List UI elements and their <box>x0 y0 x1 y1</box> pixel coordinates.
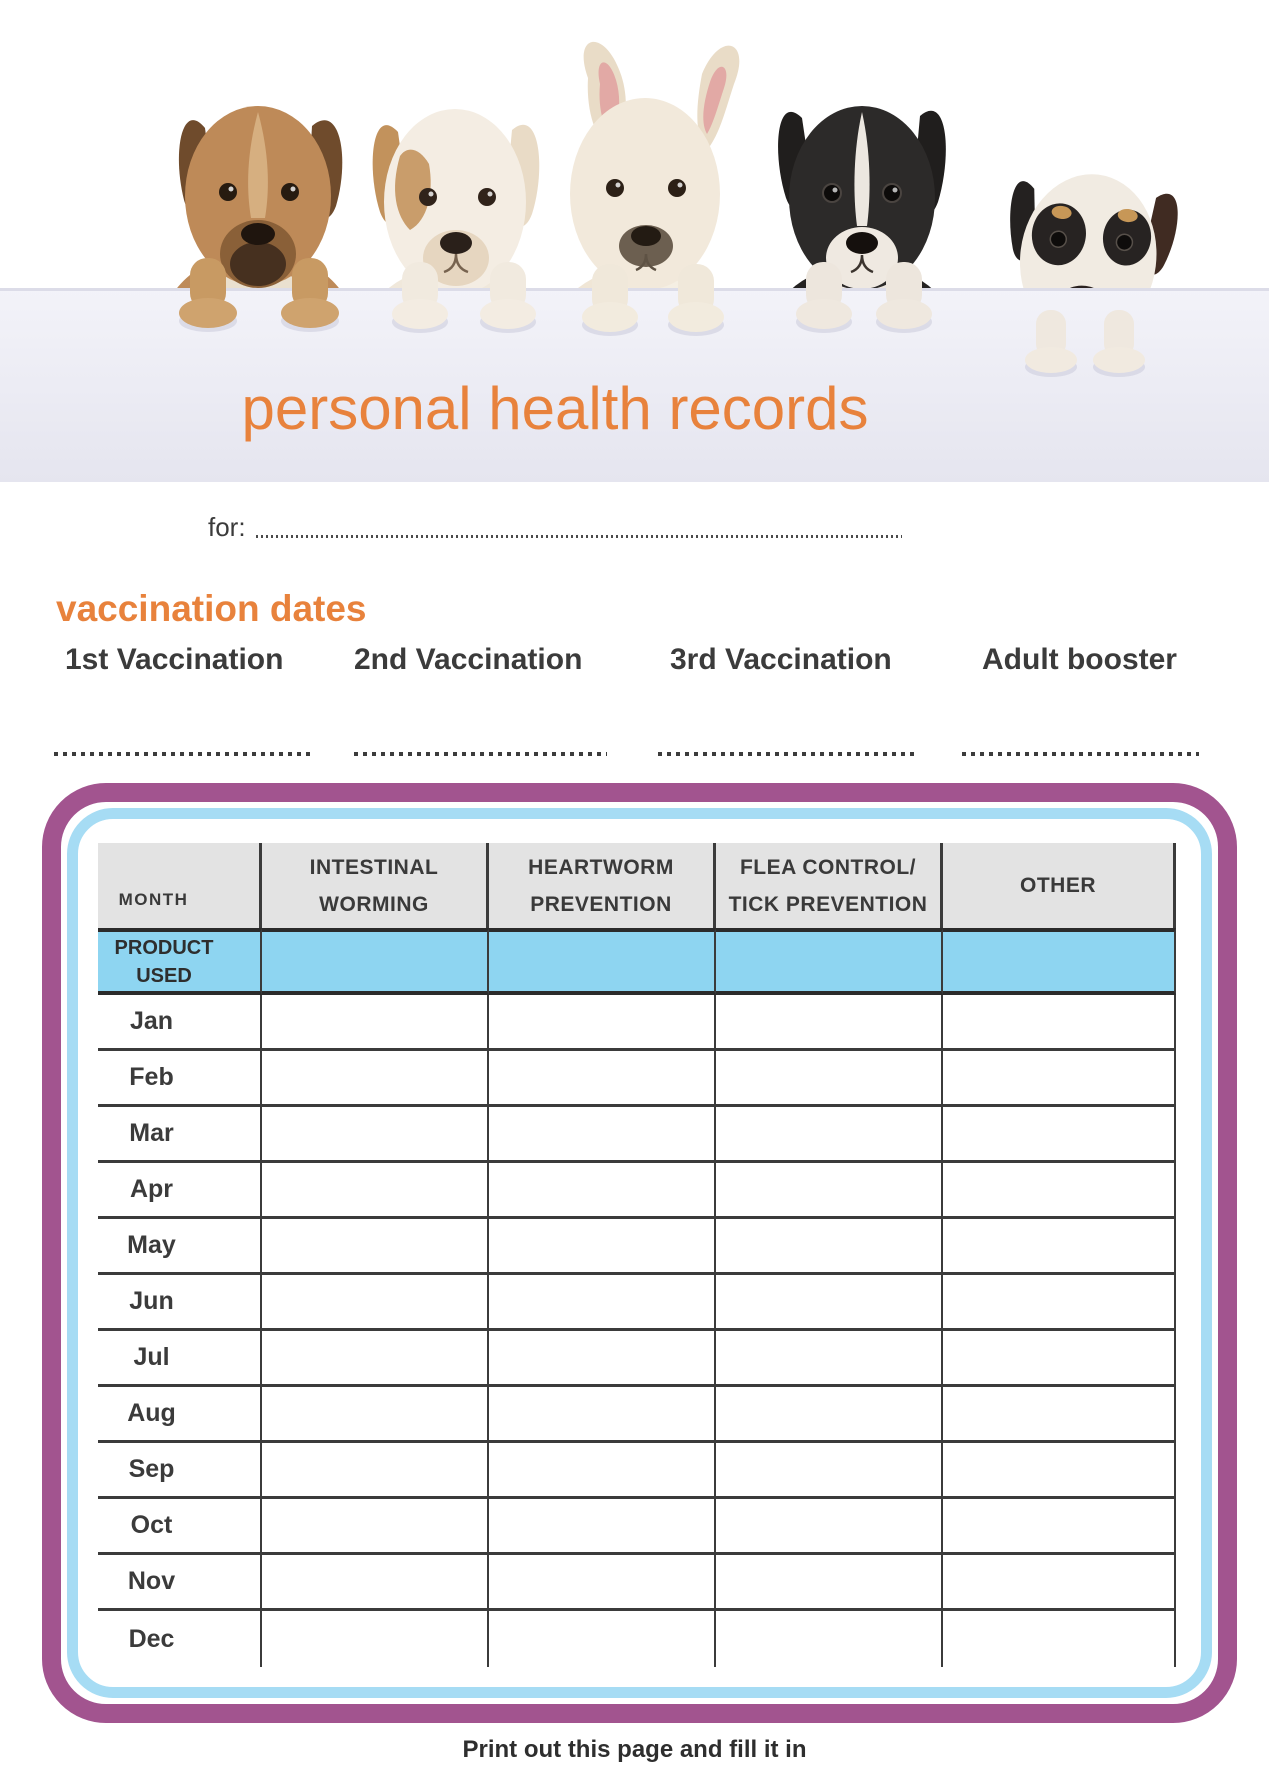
for-label: for: <box>208 512 246 542</box>
record-cell[interactable] <box>716 1331 943 1387</box>
record-cell[interactable] <box>943 1163 1176 1219</box>
product-used-line: PRODUCT <box>114 936 214 959</box>
record-cell[interactable] <box>943 1275 1176 1331</box>
month-label: Jan <box>98 995 262 1051</box>
record-cell[interactable] <box>489 995 716 1051</box>
record-cell[interactable] <box>943 1219 1176 1275</box>
record-cell[interactable] <box>262 1611 489 1667</box>
month-label: Mar <box>98 1107 262 1163</box>
product-used-header-cell <box>98 928 262 995</box>
vaccination-fill-line-2nd[interactable] <box>354 752 607 756</box>
month-label: Jun <box>98 1275 262 1331</box>
record-cell[interactable] <box>489 1163 716 1219</box>
vaccination-label-3rd: 3rd Vaccination <box>670 643 892 676</box>
record-cell[interactable] <box>716 1107 943 1163</box>
vaccination-label-adult: Adult booster <box>982 643 1177 676</box>
month-label: Dec <box>98 1611 262 1667</box>
page-title: personal health records <box>241 375 869 442</box>
vaccination-label-2nd: 2nd Vaccination <box>354 643 583 676</box>
column-header-flea-tick-prevention <box>716 843 943 928</box>
record-cell[interactable] <box>489 1387 716 1443</box>
record-cell[interactable] <box>716 1387 943 1443</box>
record-cell[interactable] <box>489 1611 716 1667</box>
vaccination-fill-line-1st[interactable] <box>54 752 310 756</box>
record-cell[interactable] <box>489 1499 716 1555</box>
record-cell[interactable] <box>716 1275 943 1331</box>
column-header-line: WORMING <box>319 892 429 916</box>
record-cell[interactable] <box>489 1107 716 1163</box>
record-cell[interactable] <box>489 1331 716 1387</box>
record-cell[interactable] <box>262 1499 489 1555</box>
owner-for-row <box>208 512 902 542</box>
record-cell[interactable] <box>489 1275 716 1331</box>
record-cell[interactable] <box>943 1387 1176 1443</box>
record-cell[interactable] <box>943 1443 1176 1499</box>
month-label: Apr <box>98 1163 262 1219</box>
record-cell[interactable] <box>943 1107 1176 1163</box>
record-cell[interactable] <box>716 1443 943 1499</box>
for-fill-line[interactable] <box>256 535 902 538</box>
product-used-line: USED <box>136 964 192 987</box>
record-cell[interactable] <box>943 1555 1176 1611</box>
record-table <box>98 843 1176 1667</box>
record-cell[interactable] <box>262 1051 489 1107</box>
vaccination-fill-line-3rd[interactable] <box>658 752 919 756</box>
month-label: May <box>98 1219 262 1275</box>
vaccination-fill-line-adult[interactable] <box>962 752 1199 756</box>
product-input-cell[interactable] <box>262 928 489 995</box>
product-input-cell[interactable] <box>489 928 716 995</box>
record-cell[interactable] <box>262 1219 489 1275</box>
record-cell[interactable] <box>262 1275 489 1331</box>
record-cell[interactable] <box>716 1051 943 1107</box>
record-cell[interactable] <box>262 1163 489 1219</box>
column-header-line: FLEA CONTROL/ <box>739 855 917 879</box>
record-cell[interactable] <box>489 1051 716 1107</box>
column-header-other <box>943 843 1176 928</box>
column-header-line: PREVENTION <box>530 892 672 916</box>
record-cell[interactable] <box>489 1555 716 1611</box>
record-cell[interactable] <box>716 1219 943 1275</box>
record-cell[interactable] <box>716 1499 943 1555</box>
record-cell[interactable] <box>262 1555 489 1611</box>
column-header-line: INTESTINAL <box>309 855 439 879</box>
record-cell[interactable] <box>489 1443 716 1499</box>
month-label: Nov <box>98 1555 262 1611</box>
record-cell[interactable] <box>489 1219 716 1275</box>
record-cell[interactable] <box>943 1499 1176 1555</box>
record-cell[interactable] <box>943 995 1176 1051</box>
column-header-heartworm-prevention <box>489 843 716 928</box>
product-input-cell[interactable] <box>943 928 1176 995</box>
month-header-cell: MONTH <box>98 843 262 928</box>
product-input-cell[interactable] <box>716 928 943 995</box>
month-label: Aug <box>98 1387 262 1443</box>
record-cell[interactable] <box>943 1051 1176 1107</box>
record-cell[interactable] <box>943 1331 1176 1387</box>
record-cell[interactable] <box>262 995 489 1051</box>
month-label: Jul <box>98 1331 262 1387</box>
column-header-line: TICK PREVENTION <box>728 892 928 916</box>
month-label: Oct <box>98 1499 262 1555</box>
column-header-intestinal-worming <box>262 843 489 928</box>
record-cell[interactable] <box>943 1611 1176 1667</box>
record-cell[interactable] <box>262 1331 489 1387</box>
column-header-line: OTHER <box>1020 874 1096 897</box>
column-header-line: HEARTWORM <box>528 855 674 879</box>
footer-note: Print out this page and fill it in <box>462 1736 807 1763</box>
record-cell[interactable] <box>262 1443 489 1499</box>
vaccination-heading: vaccination dates <box>56 588 367 629</box>
record-cell[interactable] <box>262 1387 489 1443</box>
month-label: Feb <box>98 1051 262 1107</box>
record-cell[interactable] <box>716 1163 943 1219</box>
month-label: Sep <box>98 1443 262 1499</box>
record-cell[interactable] <box>716 1555 943 1611</box>
record-cell[interactable] <box>262 1107 489 1163</box>
vaccination-label-1st: 1st Vaccination <box>65 643 284 676</box>
record-cell[interactable] <box>716 995 943 1051</box>
record-cell[interactable] <box>716 1611 943 1667</box>
